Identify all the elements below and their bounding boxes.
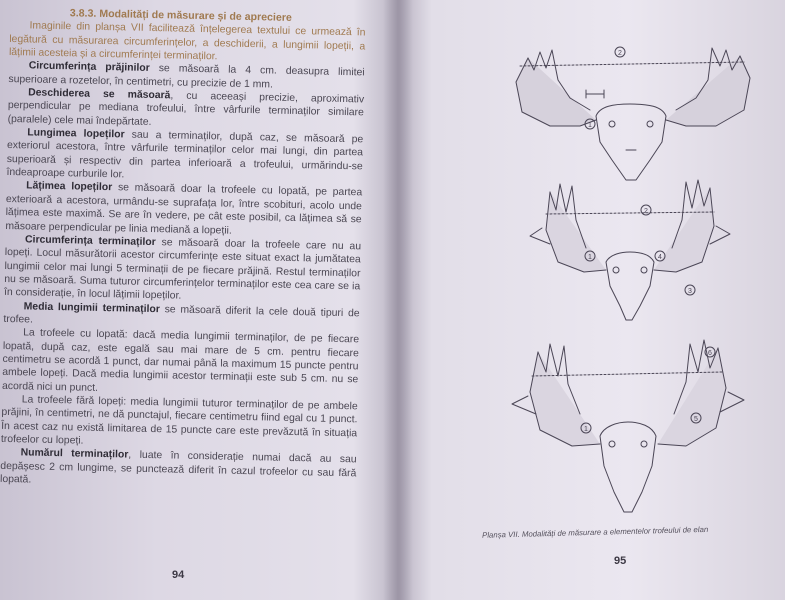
figure-caption: Planșa VII. Modalități de măsurare a elementelor trofeului de elan	[481, 524, 709, 540]
figure-label: 2	[644, 208, 648, 215]
paragraph-text: se măsoară doar la trofeele cu lopată, pe partea exterioară a acestora, urmându-se suprafața lor, între scobituri, acolo unde lățimea este maximă. Se are în vedere, pe cât este posibil, ca lățimea să se măsoare perpendicular pe linia mediană a lopeții.	[5, 182, 363, 237]
paragraph-text: se măsoară diferit la cele două tipuri de trofee.	[3, 303, 360, 326]
paragraph	[1, 393, 358, 454]
paragraph-term: Media lungimii terminaților	[23, 300, 160, 315]
moose-trophy-bottom	[512, 340, 744, 512]
figure-label: 5	[694, 416, 698, 423]
paragraph-term: Circumferința terminaților	[24, 234, 156, 248]
paragraph	[6, 126, 363, 187]
moose-trophy-middle	[530, 180, 730, 320]
paragraph	[2, 326, 359, 400]
page-number-right: 95	[614, 555, 627, 567]
paragraph-term: Numărul terminaților	[20, 447, 129, 461]
section-heading: 3.8.3. Modalități de măsurare și de apreciere	[69, 7, 292, 24]
paragraph-term: Lungimea lopeților	[27, 127, 125, 141]
paragraph	[0, 446, 357, 493]
figure-label: 6	[708, 350, 712, 357]
page-number-left: 94	[172, 569, 185, 581]
moose-trophy-palmated	[516, 48, 750, 180]
paragraph-term: Deschiderea se măsoară	[28, 87, 171, 102]
paragraph-text: se măsoară la 4 cm. deasupra limitei superioare a rozetelor, în centimetri, cu precizie de 1 mm.	[8, 63, 365, 91]
left-page-text	[0, 6, 366, 494]
figure-label: 1	[588, 122, 592, 129]
right-page	[400, 0, 785, 600]
intro-paragraph: Imaginile din planșa VII facilitează înțelegerea textului ce urmează în legătură cu măsurarea circumferințelor, a deschiderii, a lungimii lopeții, a lățimii acesteia și a circumferinței terminaților.	[8, 20, 366, 63]
figure-label: 4	[658, 254, 662, 261]
moose-antler-figure	[400, 0, 785, 600]
paragraph-term: Lățimea lopeților	[26, 180, 113, 194]
paragraph-text: , cu aceeași precizie, aproximativ perpendicular pe mediana trofeului, între vârfurile terminaților similare (paralele) cele mai îndepărtate.	[7, 90, 365, 128]
figure-label: 1	[584, 426, 588, 433]
paragraph-text: La trofeele fără lopeți: media lungimii tuturor terminaților de pe ambele prăjini, în centimetri, ne dă punctajul, fiecare centimetru fiind egal cu 1 punct. În acest caz nu există limitarea de 15 puncte care este prevăzută în situația trofeelor cu lopeți.	[0, 394, 358, 447]
paragraph-text: sau a terminaților, după caz, se măsoară pe exteriorul acestora, între vârfurile terminaților celor mai lungi, din partea superioară și respectiv din partea inferioară a trofeului, urmărindu-se îndeaproape curburile lor.	[6, 129, 364, 181]
paragraph-text: , luate în considerație numai dacă au sau depășesc 2 cm lungime, se punctează diferit în cazul trofeelor cu sau fără lopată.	[0, 449, 357, 486]
figure-label: 2	[618, 50, 622, 57]
paragraph-text: se măsoară doar la trofeele care nu au lopeți. Locul măsurătorii acestor circumferințe este situat exact la jumătatea lungimii celor mai lungi 5 terminații de pe fiecare prăjină. Restul terminaților nu se măsoară. Suma tuturor circumferințelor terminaților este cea care se ia în considerație, în locul lățimii lopeților.	[3, 236, 362, 302]
figure-label: 3	[688, 288, 692, 295]
figure-label: 1	[588, 254, 592, 261]
paragraph	[5, 179, 362, 240]
paragraph-text: La trofeele cu lopată: dacă media lungimii terminaților, de pe fiecare lopată, după caz, este egală sau mai mare de 5 cm. pentru fiecare centimetru se acordă 1 punct, dar numai până la maximum 15 puncte pentru ambele lopeți. Dacă media lungimii acestor terminații este sub 5 cm. nu se acordă nici un punct.	[1, 327, 360, 394]
paragraph	[4, 233, 361, 307]
paragraph-term: Circumferința prăjinilor	[28, 60, 150, 75]
